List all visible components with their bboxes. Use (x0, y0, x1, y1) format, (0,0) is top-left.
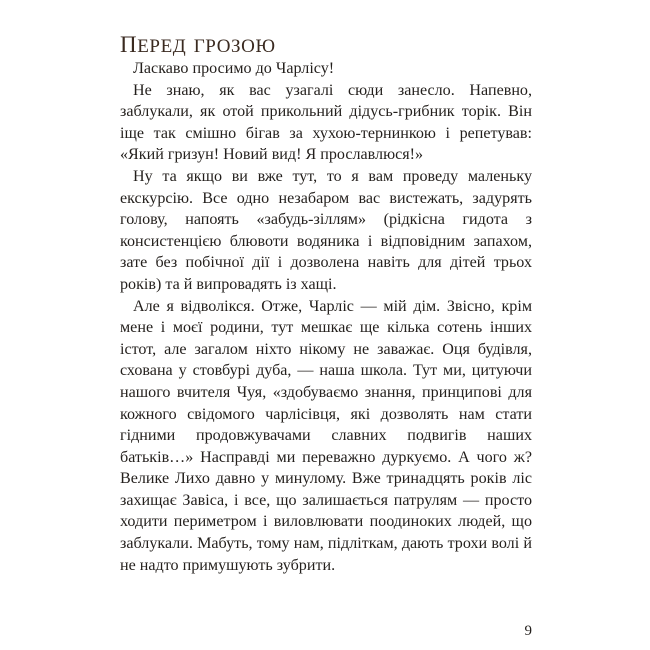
paragraph: Не знаю, як вас узагалі сюди занесло. Напевно, заблукали, як отой прикольний дідусь-грибник торік. Він іще так смішно бігав за хухою-тернинкою і репетував: «Який гризун! Новий вид! Я прославлюся!» (120, 81, 532, 164)
paragraph: Ласкаво просимо до Чарлісу! (133, 60, 335, 77)
paragraph: Ну та якщо ви вже тут, то я вам проведу маленьку екскурсію. Все одно незабаром вас вистежать, задурять голову, напоять «забудь-зіллям» (рідкісна гидота з консистенцією блювоти водяника і відповідним запахом, зате без побічної дії і дозволена навіть для дітей трьох років) та й випровадять із хащі. (120, 167, 532, 293)
body-text-block (120, 58, 532, 576)
paragraph: Але я відволікся. Отже, Чарліс — мій дім. Звісно, крім мене і моєї родини, тут мешкає ще кілька сотень інших істот, але загалом ніхто нікому не заважає. Оця будівля, схована у стовбурі дуба, — наша школа. Тут ми, цитуючи нашого вчителя Чуя, «здобуваємо знання, принципові для кожного свідомого чарлісівця, які дозволять нам стати гідними продовжувачами славних подвигів наших батьків…» Насправді ми переважно дуркуємо. А чого ж? Велике Лихо давно у минулому. Вже тринадцять років ліс захищає Завіса, і все, що залишається патрулям — просто ходити периметром і виловлювати поодиноких людей, що заблукали. Мабуть, тому нам, підліткам, дають трохи волі й не надто примушують зубрити. (120, 297, 532, 574)
page-title: перед грозою (120, 24, 276, 61)
page-number: 9 (524, 623, 532, 639)
